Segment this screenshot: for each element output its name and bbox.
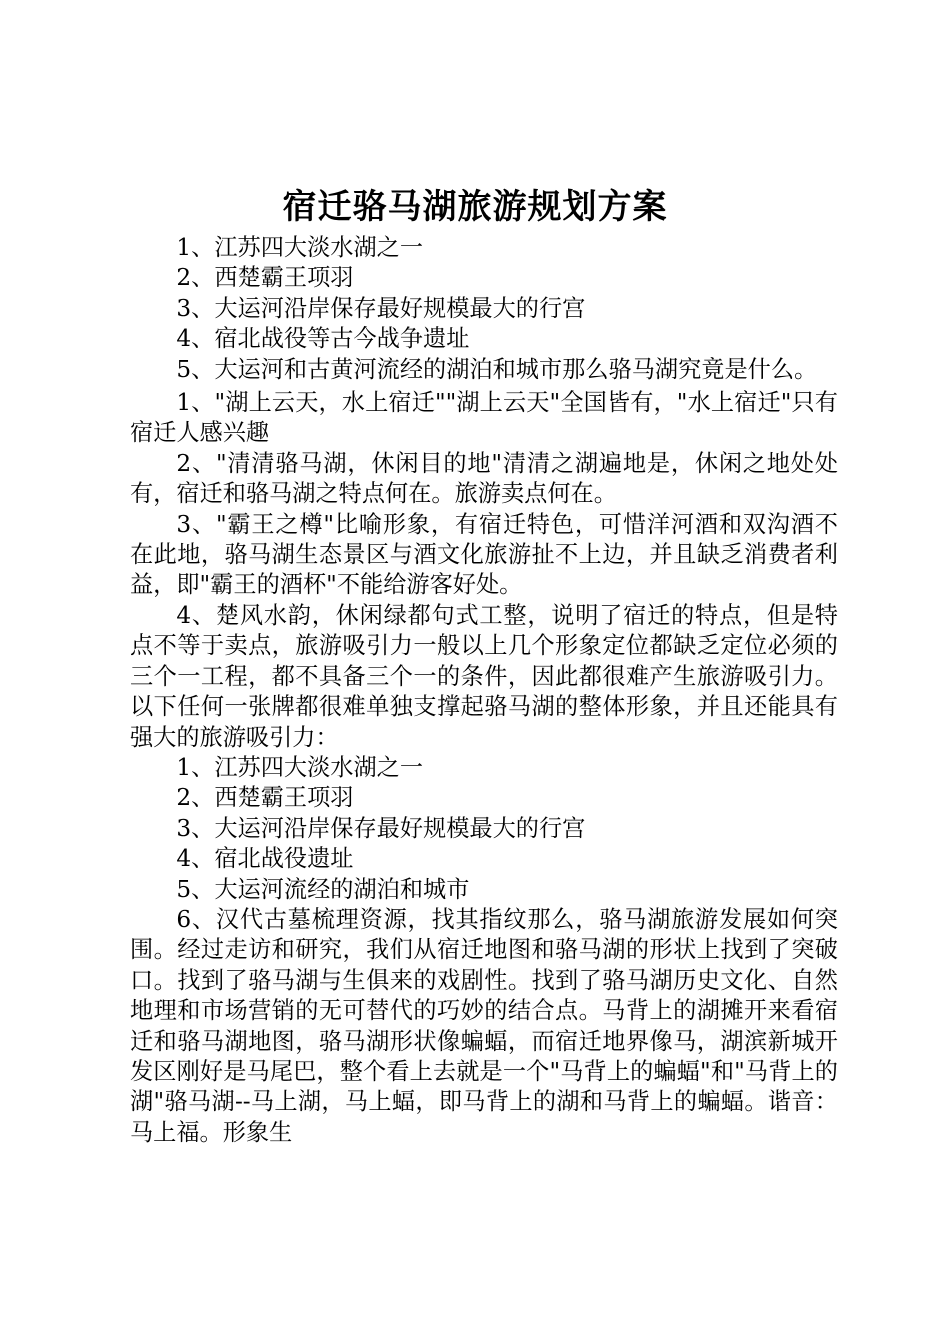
paragraph: 2、西楚霸王项羽 — [176, 784, 354, 812]
paragraph: 3、大运河沿岸保存最好规模最大的行宫 — [176, 294, 586, 322]
paragraph: 1、"湖上云天，水上宿迁""湖上云天"全国皆有，"水上宿迁"只有宿迁人感兴趣 — [130, 389, 838, 447]
paragraph: 5、大运河流经的湖泊和城市 — [176, 875, 470, 903]
document-body — [130, 233, 838, 1148]
paragraph: 1、江苏四大淡水湖之一 — [176, 234, 424, 261]
paragraph: 6、汉代古墓梳理资源，找其指纹那么，骆马湖旅游发展如何突围。经过走访和研究，我们从宿迁地图和骆马湖的形状上找到了突破口。找到了骆马湖与生俱来的戏剧性。找到了骆马湖历史文化、自然地理和市场营销的无可替代的巧妙的结合点。马背上的湖摊开来看宿迁和骆马湖地图，骆马湖形状像蝙蝠，而宿迁地界像马，湖滨新城开发区刚好是马尾巴，整个看上去就是一个"马背上的蝙蝠"和"马背上的湖"骆马湖--马上湖，马上蝠，即马背上的湖和马背上的蝙蝠。谐音：马上福。形象生 — [130, 905, 838, 1146]
paragraph: 3、"霸王之樽"比喻形象，有宿迁特色，可惜洋河酒和双沟酒不在此地，骆马湖生态景区与酒文化旅游扯不上边，并且缺乏消费者利益，即"霸王的酒杯"不能给游客好处。 — [130, 510, 838, 599]
paragraph: 1、江苏四大淡水湖之一 — [176, 753, 424, 781]
paragraph: 4、宿北战役等古今战争遗址 — [176, 325, 470, 353]
paragraph: 5、大运河和古黄河流经的湖泊和城市那么骆马湖究竟是什么。 — [176, 355, 818, 383]
paragraph: 4、楚风水韵，休闲绿都句式工整，说明了宿迁的特点，但是特点不等于卖点，旅游吸引力一般以上几个形象定位都缺乏定位必须的三个一工程，都不具备三个一的条件，因此都很难产生旅游吸引力。以下任何一张牌都很难单独支撑起骆马湖的整体形象，并且还能具有强大的旅游吸引力： — [130, 601, 838, 751]
paragraph: 2、西楚霸王项羽 — [176, 264, 354, 292]
paragraph: 4、宿北战役遗址 — [176, 845, 354, 873]
document-title: 宿迁骆马湖旅游规划方案 — [282, 187, 668, 227]
paragraph: 2、"清清骆马湖，休闲目的地"清清之湖遍地是，休闲之地处处有，宿迁和骆马湖之特点何在。旅游卖点何在。 — [130, 449, 838, 508]
paragraph: 3、大运河沿岸保存最好规模最大的行宫 — [176, 814, 586, 842]
